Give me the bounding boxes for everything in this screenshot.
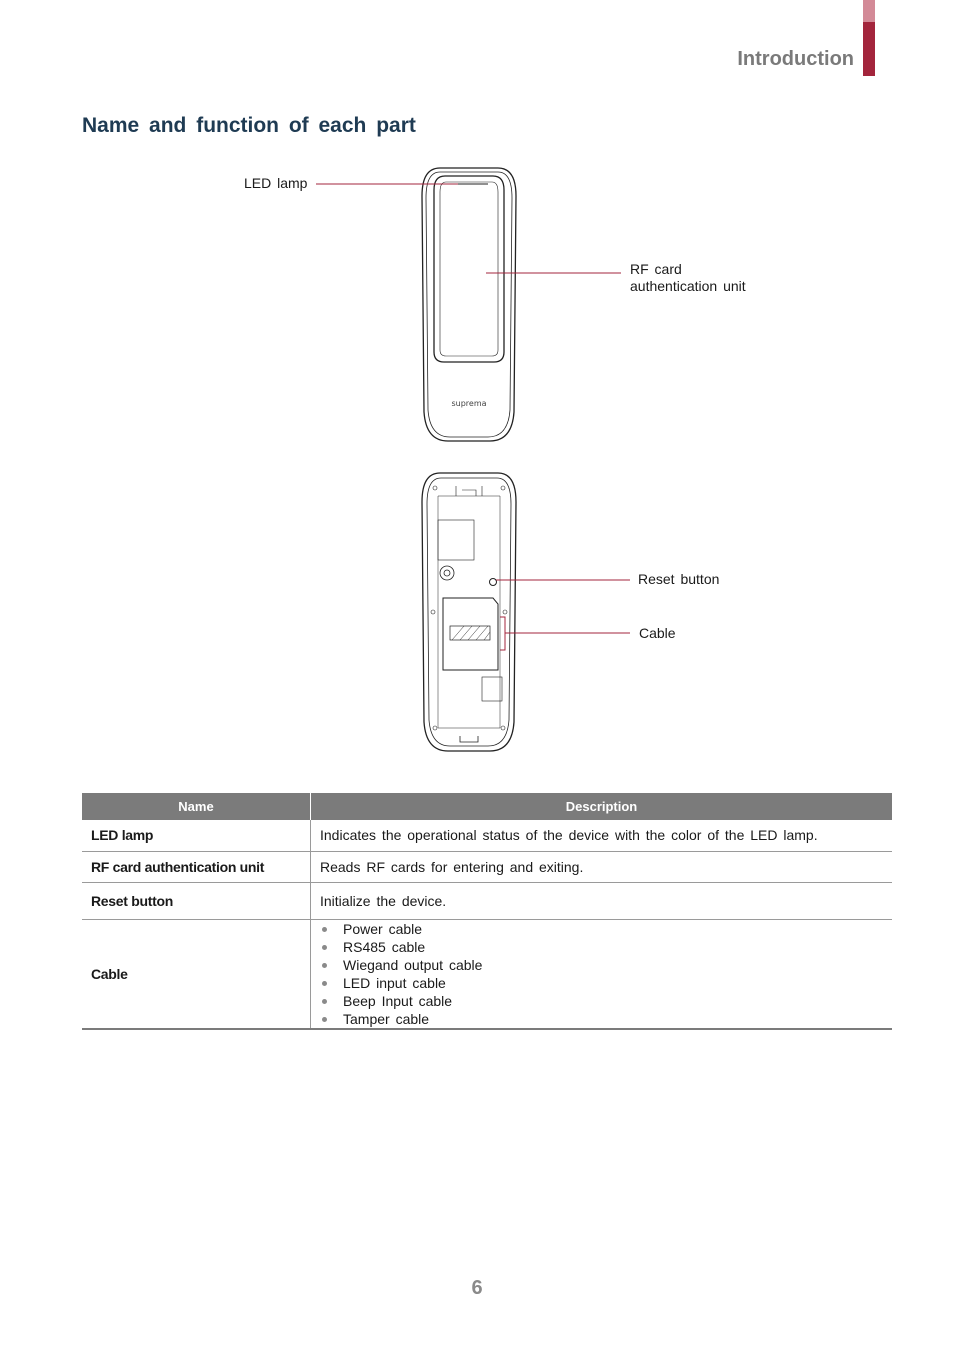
row-description: Indicates the operational status of the device with the color of the LED lamp. [311, 820, 893, 851]
cable-bracket [500, 617, 505, 650]
row-description [311, 919, 893, 1029]
column-header-name: Name [82, 793, 311, 820]
list-item: RS485 cable [320, 938, 883, 956]
page-heading: Name and function of each part [82, 114, 416, 137]
table-row [82, 820, 892, 851]
section-title: Introduction [737, 48, 854, 70]
column-header-description: Description [311, 793, 893, 820]
list-item: Tamper cable [320, 1010, 883, 1028]
callout-rf-card-line1: RF card [630, 261, 682, 277]
table-row [82, 919, 892, 1029]
row-name: LED lamp [82, 820, 311, 851]
list-item: Wiegand output cable [320, 956, 883, 974]
table-row [82, 882, 892, 919]
callout-lines [316, 184, 630, 650]
table-header-row [82, 793, 892, 820]
cable-list [320, 920, 883, 1028]
callout-led-lamp: LED lamp [244, 175, 308, 191]
page-number: 6 [471, 1277, 483, 1299]
row-description: Initialize the device. [311, 882, 893, 919]
row-name: RF card authentication unit [82, 851, 311, 882]
callout-cable: Cable [639, 625, 676, 641]
row-description: Reads RF cards for entering and exiting. [311, 851, 893, 882]
row-name: Cable [82, 919, 311, 1029]
device-back-illustration [422, 473, 516, 751]
list-item: Power cable [320, 920, 883, 938]
row-name: Reset button [82, 882, 311, 919]
callout-reset-button: Reset button [638, 571, 720, 587]
callout-rf-card-line2: authentication unit [630, 278, 746, 294]
table-row [82, 851, 892, 882]
list-item: Beep Input cable [320, 992, 883, 1010]
parts-table [82, 793, 892, 1030]
list-item: LED input cable [320, 974, 883, 992]
brand-logo: suprema [451, 399, 487, 408]
